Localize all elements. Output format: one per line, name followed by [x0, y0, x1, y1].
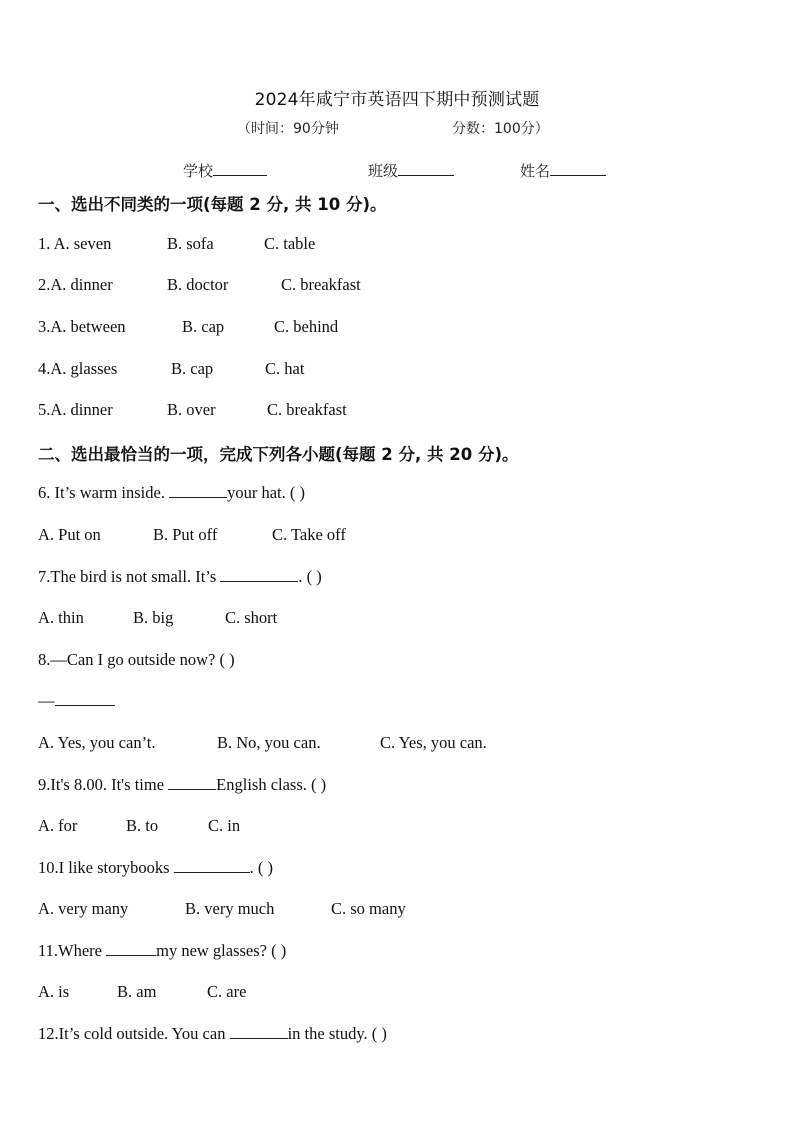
question-7-blank[interactable]	[220, 567, 298, 582]
question-12-blank[interactable]	[230, 1024, 288, 1039]
page-title: 2024年咸宁市英语四下期中预测试题	[254, 90, 540, 110]
question-7	[38, 567, 322, 587]
question-12	[38, 1024, 387, 1044]
question-8-option-a: A. Yes, you can’t.	[38, 733, 156, 752]
question-7-text: 7.The bird is not small. It’s	[38, 567, 221, 586]
question-10	[38, 858, 273, 878]
question-4-option-c: C. hat	[265, 359, 305, 378]
question-5-option-c: C. breakfast	[267, 400, 347, 419]
question-2-option-a: 2.A. dinner	[38, 275, 113, 294]
question-3-option-b: B. cap	[182, 317, 225, 336]
class-blank[interactable]	[398, 161, 454, 176]
school-label: 学校	[183, 162, 214, 180]
question-2	[38, 275, 113, 295]
question-9	[38, 775, 326, 795]
question-10-option-b: B. very much	[185, 899, 275, 918]
question-8: 8.—Can I go outside now? ( )	[38, 650, 235, 669]
question-3-option-a: 3.A. between	[38, 317, 126, 336]
question-9-option-c: C. in	[208, 816, 241, 835]
question-5-option-b: B. over	[167, 400, 216, 419]
question-12-text-end: in the study. ( )	[287, 1024, 387, 1043]
name-blank[interactable]	[550, 161, 606, 176]
question-10-option-c: C. so many	[331, 899, 406, 918]
question-8-answer-line	[38, 691, 115, 711]
name-label: 姓名	[520, 162, 551, 180]
name-field	[520, 160, 606, 181]
section-1-heading: 一、选出不同类的一项(每题 2 分, 共 10 分)。	[38, 195, 387, 214]
question-12-text: 12.It’s cold outside. You can	[38, 1024, 230, 1043]
question-7-text-end: . ( )	[298, 567, 322, 586]
question-10-option-a: A. very many	[38, 899, 129, 918]
question-1-option-c: C. table	[264, 234, 316, 253]
question-6-text-end: your hat. ( )	[227, 483, 305, 502]
question-8-option-c: C. Yes, you can.	[380, 733, 487, 752]
question-2-option-c: C. breakfast	[281, 275, 361, 294]
question-8-dash: —	[38, 691, 55, 710]
question-9-blank[interactable]	[168, 775, 216, 790]
section-2-heading: 二、选出最恰当的一项，完成下列各小题(每题 2 分, 共 20 分)。	[38, 445, 519, 464]
question-9-text: 9.It's 8.00. It's time	[38, 775, 169, 794]
question-11-blank[interactable]	[106, 941, 156, 956]
question-3-option-c: C. behind	[274, 317, 339, 336]
question-11-text: 11.Where	[38, 941, 107, 960]
question-11-option-c: C. are	[207, 982, 247, 1001]
question-6-text: 6. It’s warm inside.	[38, 483, 170, 502]
question-4-option-b: B. cap	[171, 359, 214, 378]
question-11-text-end: my new glasses? ( )	[156, 941, 287, 960]
question-6-option-b: B. Put off	[153, 525, 218, 544]
question-1	[38, 234, 111, 254]
question-7-option-a: A. thin	[38, 608, 84, 627]
class-field	[368, 160, 454, 181]
school-field	[183, 160, 267, 181]
question-6-option-c: C. Take off	[272, 525, 346, 544]
question-1-option-b: B. sofa	[167, 234, 214, 253]
question-5-option-a: 5.A. dinner	[38, 400, 113, 419]
question-2-option-b: B. doctor	[167, 275, 229, 294]
question-8-blank[interactable]	[55, 691, 115, 706]
question-9-text-end: English class. ( )	[216, 775, 327, 794]
question-10-text: 10.I like storybooks	[38, 858, 174, 877]
question-10-blank[interactable]	[174, 858, 250, 873]
question-1-option-a: 1. A. seven	[38, 234, 112, 253]
question-9-option-a: A. for	[38, 816, 78, 835]
school-blank[interactable]	[213, 161, 267, 176]
question-11-option-a: A. is	[38, 982, 70, 1001]
question-7-option-c: C. short	[225, 608, 278, 627]
question-11-option-b: B. am	[117, 982, 157, 1001]
question-6-option-a: A. Put on	[38, 525, 101, 544]
question-4	[38, 359, 117, 379]
question-6-blank[interactable]	[169, 483, 227, 498]
question-9-option-b: B. to	[126, 816, 159, 835]
question-5	[38, 400, 113, 420]
question-3	[38, 317, 126, 337]
question-4-option-a: 4.A. glasses	[38, 359, 118, 378]
class-label: 班级	[368, 162, 399, 180]
question-10-text-end: . ( )	[249, 858, 274, 877]
exam-time: （时间：90分钟	[237, 121, 339, 137]
exam-score: 分数：100分）	[452, 121, 549, 137]
question-6	[38, 483, 305, 503]
question-8-option-b: B. No, you can.	[217, 733, 321, 752]
question-11	[38, 941, 286, 961]
question-7-option-b: B. big	[133, 608, 174, 627]
